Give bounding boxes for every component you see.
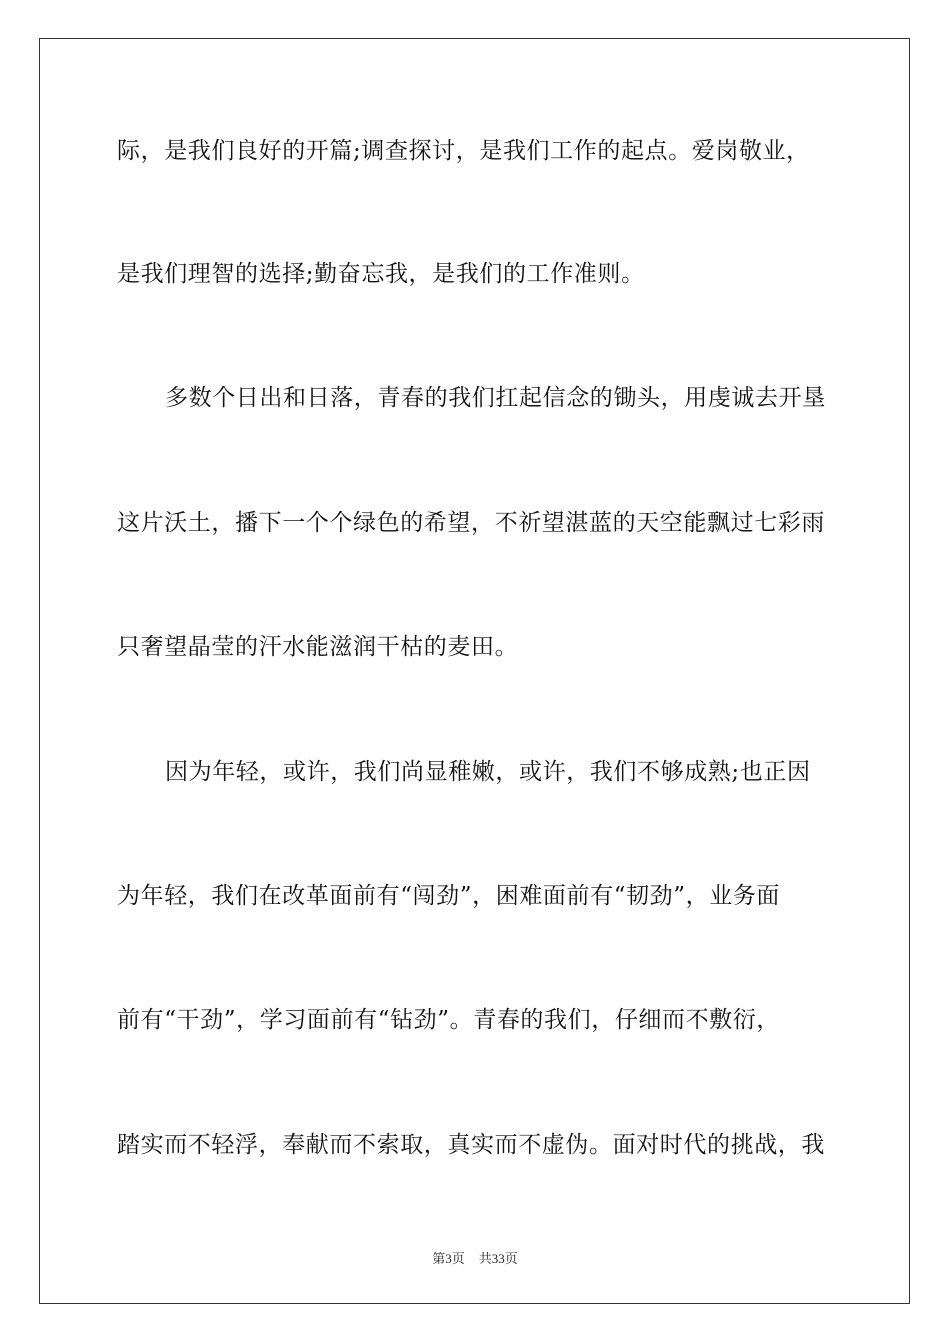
page-number: 第3页 [432,1251,465,1266]
text-line-7: 为年轻，我们在改革面前有“闯劲”，困难面前有“韧劲”，业务面 [117,883,781,909]
text-line-2: 是我们理智的选择;勤奋忘我，是我们的工作准则。 [117,261,645,287]
text-line-4: 这片沃土，播下一个个绿色的希望，不祈望湛蓝的天空能飘过七彩雨 [117,510,825,536]
page-total: 共33页 [478,1251,518,1266]
text-line-6: 因为年轻，或许，我们尚显稚嫩，或许，我们不够成熟;也正因 [165,759,811,785]
page-border [39,38,910,1304]
text-line-1: 际，是我们良好的开篇;调查探讨，是我们工作的起点。爱岗敬业， [117,138,810,164]
page-footer [0,1248,950,1267]
text-line-3: 多数个日出和日落，青春的我们扛起信念的锄头，用虔诚去开垦 [165,385,826,411]
text-line-5: 只奢望晶莹的汗水能滋润干枯的麦田。 [117,634,519,660]
text-line-9: 踏实而不轻浮，奉献而不索取，真实而不虚伪。面对时代的挑战，我 [117,1132,825,1158]
text-line-8: 前有“干劲”，学习面前有“钻劲”。青春的我们，仔细而不敷衍， [117,1007,781,1033]
